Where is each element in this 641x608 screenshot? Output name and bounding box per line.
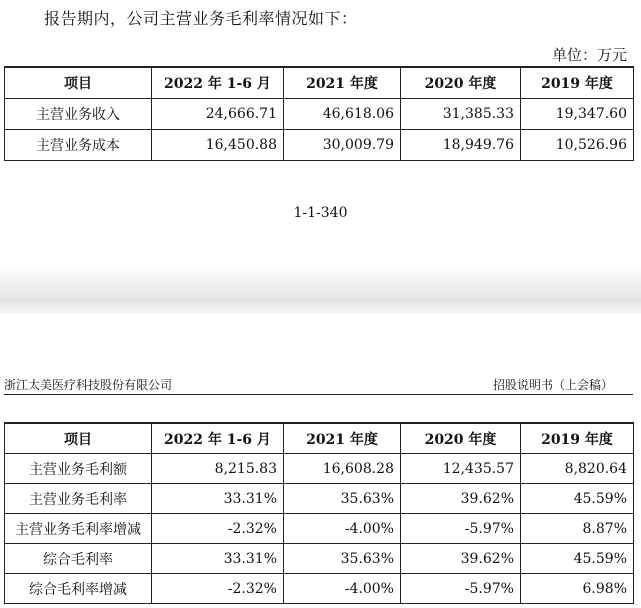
table-cell: 8.87%: [521, 514, 634, 544]
row-label: 综合毛利率: [5, 544, 152, 574]
column-header: 2019 年度: [521, 67, 634, 99]
row-label: 综合毛利率增减: [5, 574, 152, 604]
table-cell: 33.31%: [152, 484, 284, 514]
column-header: 项目: [5, 67, 152, 99]
table-cell: 16,608.28: [284, 454, 401, 484]
table-cell: 45.59%: [521, 484, 634, 514]
gross-margin-table: [4, 422, 634, 604]
unit-label: 单位：万元: [551, 46, 627, 64]
table-row: [5, 574, 634, 604]
table-row: [5, 484, 634, 514]
row-label: 主营业务收入: [5, 99, 152, 130]
column-header: 2020 年度: [401, 423, 521, 454]
table-cell: -2.32%: [152, 514, 284, 544]
table-cell: 24,666.71: [152, 99, 284, 130]
table-cell: 19,347.60: [521, 99, 634, 130]
table-cell: 39.62%: [401, 544, 521, 574]
table-cell: 18,949.76: [401, 130, 521, 161]
revenue-cost-table: [4, 66, 634, 161]
page-number: 1-1-340: [293, 205, 348, 221]
table-header-row: [5, 67, 634, 99]
table-row: [5, 454, 634, 484]
table-cell: 31,385.33: [401, 99, 521, 130]
row-label: 主营业务毛利额: [5, 454, 152, 484]
table-row: [5, 99, 634, 130]
table-cell: 30,009.79: [284, 130, 401, 161]
document-name: 招股说明书（上会稿）: [492, 378, 613, 392]
table-cell: 16,450.88: [152, 130, 284, 161]
table-cell: 8,820.64: [521, 454, 634, 484]
column-header: 2021 年度: [284, 67, 401, 99]
table-cell: 35.63%: [284, 544, 401, 574]
intro-text: 报告期内，公司主营业务毛利率情况如下：: [44, 9, 358, 28]
table-cell: 45.59%: [521, 544, 634, 574]
table-header-row: [5, 423, 634, 454]
column-header: 2022 年 1-6 月: [152, 67, 284, 99]
table-cell: -5.97%: [401, 574, 521, 604]
table-cell: 10,526.96: [521, 130, 634, 161]
table-cell: 46,618.06: [284, 99, 401, 130]
table-row: [5, 544, 634, 574]
row-label: 主营业务成本: [5, 130, 152, 161]
table-cell: 8,215.83: [152, 454, 284, 484]
table-cell: 39.62%: [401, 484, 521, 514]
column-header: 2020 年度: [401, 67, 521, 99]
table-cell: -2.32%: [152, 574, 284, 604]
table-cell: 6.98%: [521, 574, 634, 604]
table-cell: -4.00%: [284, 574, 401, 604]
column-header: 2022 年 1-6 月: [152, 423, 284, 454]
column-header: 项目: [5, 423, 152, 454]
column-header: 2021 年度: [284, 423, 401, 454]
table-cell: 35.63%: [284, 484, 401, 514]
company-name: 浙江太美医疗科技股份有限公司: [4, 378, 173, 392]
table-cell: 12,435.57: [401, 454, 521, 484]
header-rule: [4, 394, 633, 395]
row-label: 主营业务毛利率增减: [5, 514, 152, 544]
row-label: 主营业务毛利率: [5, 484, 152, 514]
table-cell: 33.31%: [152, 544, 284, 574]
table-cell: -5.97%: [401, 514, 521, 544]
page-break-divider: [0, 268, 641, 314]
column-header: 2019 年度: [521, 423, 634, 454]
table-row: [5, 514, 634, 544]
table-cell: -4.00%: [284, 514, 401, 544]
table-row: [5, 130, 634, 161]
